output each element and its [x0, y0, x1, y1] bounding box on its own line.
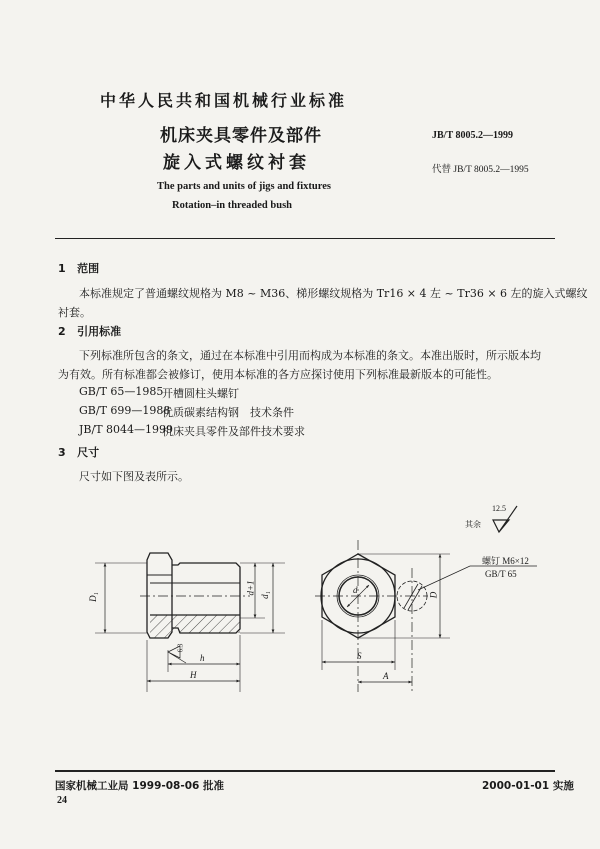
roughness-value: 12.5: [492, 504, 506, 513]
title-cn-line2: 旋入式螺纹衬套: [163, 153, 310, 173]
dim-d: d: [353, 585, 358, 595]
end-view: [315, 506, 537, 692]
reference-title: 开槽圆柱头螺钉: [162, 387, 239, 400]
dim-S: S: [357, 651, 362, 661]
page-number: 24: [57, 795, 67, 806]
reference-title: 优质碳素结构钢 技术条件: [162, 406, 294, 419]
dim-d1: d₁: [259, 591, 270, 599]
section-3-heading: 3 尺寸: [58, 446, 100, 459]
roughness-label: 其余: [465, 520, 481, 529]
approval-note: 国家机械工业局 1999-08-06 批准: [55, 780, 224, 792]
org-standard-header: 中华人民共和国机械行业标准: [100, 91, 348, 110]
section-2-heading: 2 引用标准: [58, 325, 122, 338]
reference-code: JB/T 8044—1999: [79, 423, 174, 436]
standard-number: JB/T 8005.2—1999: [432, 130, 513, 141]
title-cn-line1: 机床夹具零件及部件: [160, 126, 322, 146]
dim-D1: D₁: [87, 592, 98, 602]
section-2-para-line1: 下列标准所包含的条文，通过在本标准中引用而构成为本标准的条文。本准出版时，所示版本均: [79, 349, 541, 362]
section-1-heading: 1 范围: [58, 262, 100, 275]
screw-note-standard: GB/T 65: [485, 569, 517, 579]
dim-D: D: [428, 591, 439, 599]
reference-code: GB/T 65—1985: [79, 385, 164, 398]
reference-title: 机床夹具零件及部件技术要求: [162, 425, 305, 438]
section-3-para: 尺寸如下图及表所示。: [79, 470, 189, 483]
dim-A: A: [383, 671, 389, 681]
replaces-standard: 代替 JB/T 8005.2—1995: [432, 165, 529, 175]
screw-note-spec: 螺钉 M6×12: [482, 556, 529, 566]
section-2-para-line2: 为有效。所有标准都会被修订，使用本标准的各方应探讨使用下列标准最新版本的可能性。: [58, 368, 498, 381]
section-1-para-line2: 衬套。: [58, 306, 91, 319]
dim-d-plus-1: d+1: [245, 580, 256, 596]
title-en-line2: Rotation–in threaded bush: [172, 200, 293, 211]
roughness-face-value: 6.3: [176, 643, 185, 653]
title-en-line1: The parts and units of jigs and fixtures: [157, 181, 331, 192]
dim-h: h: [200, 653, 205, 663]
effective-date: 2000-01-01 实施: [482, 780, 574, 792]
reference-code: GB/T 699—1988: [79, 404, 171, 417]
dim-H: H: [190, 670, 197, 680]
footer-divider: [55, 770, 555, 772]
section-1-para-line1: 本标准规定了普通螺纹规格为 M8 ~ M36、梯形螺纹规格为 Tr16 × 4 左 ~ Tr36 × 6 左的旋入式螺纹: [79, 287, 588, 300]
